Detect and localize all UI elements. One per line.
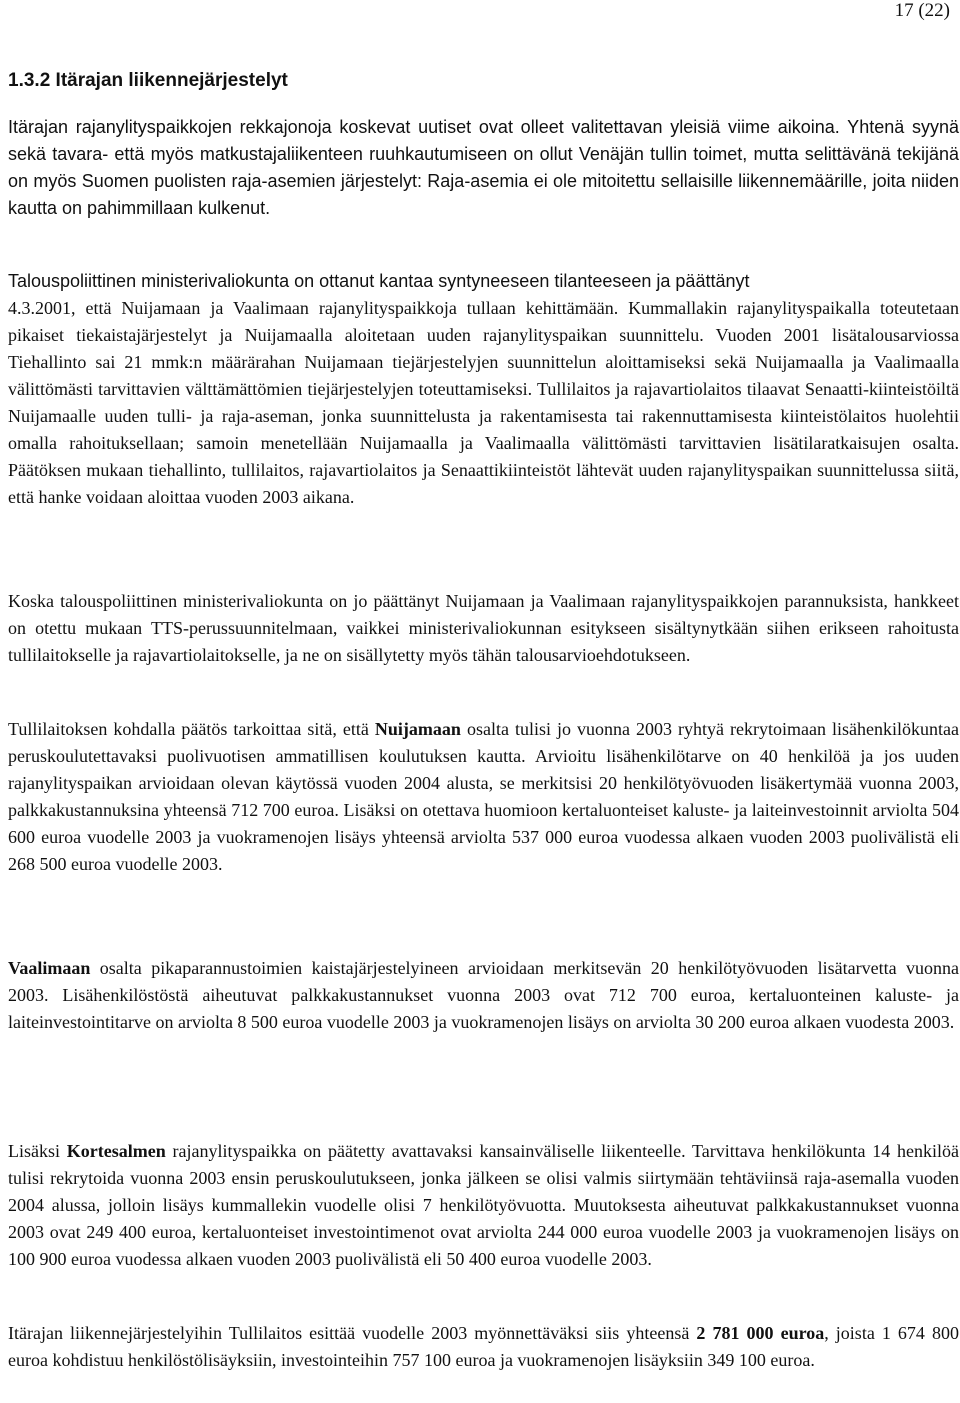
paragraph-6-emphasis: Kortesalmen [66, 1141, 166, 1161]
paragraph-7 [8, 1320, 959, 1374]
section-heading: 1.3.2 Itärajan liikennejärjestelyt [8, 70, 288, 91]
paragraph-2: 4.3.2001, että Nuijamaan ja Vaalimaan rajanylityspaikkoja tullaan kehittämään. Kummallakin rajanylityspaikalla toteutetaan pikaiset tiekaistajärjestelyt ja Nuijamaalla aloitetaan uuden rajanylityspaikan suunnittelu. Vuoden 2001 lisätalousarviossa Tiehallinto sai 21 mmk:n määrärahan Nuijamaan tiejärjestelyjen suunnittelun aloittamiseksi sekä Nuijamaalla ja Vaalimaalla välittömästi tarvittavien välttämättömien tiejärjestelyjen toteuttamiseksi. Tullilaitos ja rajavartiolaitos tilaavat Senaatti-kiinteistöiltä Nuijamaalle uuden tulli- ja raja-aseman, jonka suunnittelusta ja rakentamisesta tai rakennuttamisesta kiinteistölaitos huolehtii omalla rahoituksellaan; samoin menetellään Nuijamaalla ja Vaalimaalla välittömästi tarvittavien lisätilaratkaisujen osalta. Päätöksen mukaan tiehallinto, tullilaitos, rajavartiolaitos ja Senaattikiinteistöt lähtevät uuden rajanylityspaikan suunnittelussa siitä, että hanke voidaan aloittaa vuoden 2003 aikana. [8, 298, 959, 507]
paragraph-7-intro: Itärajan liikennejärjestelyihin Tullilaitos esittää vuodelle 2003 myönnettäväksi siis yhteensä [8, 1323, 697, 1343]
paragraph-5-emphasis: Vaalimaan [8, 958, 91, 978]
paragraph-1: Itärajan rajanylityspaikkojen rekkajonoja koskevat uutiset ovat olleet valitettavan yleisiä viime aikoina. Yhtenä syynä sekä tavara- että myös matkustajaliikenteen ruuhkautumiseen on ollut Venäjän tullin toimet, mutta selittävänä tekijänä on myös Suomen puolisten raja-asemien järjestelyt: Raja-asemia ei ole mitoitettu sellaisille liikennemäärille, joita niiden kautta on pahimmillaan kulkenut. [8, 117, 959, 218]
paragraph-5 [8, 955, 959, 1036]
paragraph-4 [8, 716, 959, 878]
paragraph-2-first-line: Talouspoliittinen ministerivaliokunta on ottanut kantaa syntyneeseen tilanteeseen ja päättänyt [8, 271, 750, 291]
page-number: 17 (22) [894, 0, 950, 21]
paragraph-3 [8, 588, 959, 669]
paragraph-3-text: Koska talouspoliittinen ministerivaliokunta on jo päättänyt Nuijamaan ja Vaalimaan rajanylityspaikkojen parannuksista, hankkeet on otettu mukaan TTS-perussuunnitelmaan, vaikkei ministerivaliokunnan esitykseen sisältynytkään siihen erikseen rahoitusta tullilaitokselle ja rajavartiolaitokselle, ja ne on sisällytetty myös tähän talousarvioehdotukseen. [8, 591, 959, 665]
paragraph-6 [8, 1138, 959, 1273]
paragraph-4-emphasis: Nuijamaan [374, 719, 461, 739]
paragraph-7-text: , joista 1 674 800 euroa kohdistuu henkilöstölisäyksiin, investointeihin 757 100 euroa ja vuokramenojen lisäyksiin 349 100 euroa. [8, 1323, 959, 1370]
paragraph-5-text: osalta pikaparannustoimien kaistajärjestelyineen arvioidaan merkitsevän 20 henkilötyövuoden lisätarvetta vuonna 2003. Lisähenkilöstöstä aiheutuvat palkkakustannukset vuonna 2003 ovat 712 700 euroa, kertaluonteinen kaluste- ja laiteinvestointitarve on arviolta 8 500 euroa vuodelle 2003 ja vuokramenojen lisäys on arviolta 30 200 euroa alkaen vuodesta 2003. [8, 958, 959, 1032]
paragraph-4-intro: Tullilaitoksen kohdalla päätös tarkoittaa sitä, että [8, 719, 375, 739]
paragraph-7-emphasis: 2 781 000 euroa [696, 1323, 825, 1343]
paragraph-4-text: osalta tulisi jo vuonna 2003 ryhtyä rekrytoimaan lisähenkilökuntaa peruskoulutettavaksi puolivuotisen ammatillisen koulutuksen kautta. Arvioitu lisähenkilötarve on 40 henkilöä ja jos uuden rajanylityspaikan arvioidaan olevan käytössä vuoden 2004 alusta, se merkitsisi 20 henkilötyövuoden lisäkertymää vuonna 2003, palkkakustannuksina yhteensä 712 700 euroa. Lisäksi on otettava huomioon kertaluonteiset kaluste- ja laiteinvestoinnit arviolta 504 600 euroa vuodelle 2003 ja vuokramenojen lisäys yhteensä arviolta 537 000 euroa vuodessa alkaen vuoden 2003 puolivälistä eli 268 500 euroa vuodelle 2003. [8, 719, 959, 874]
paragraph-6-text: rajanylityspaikka on päätetty avattavaksi kansainväliselle liikenteelle. Tarvittava henkilökunta 14 henkilöä tulisi rekrytoida vuonna 2003 ensin peruskoulutukseen, jonka jälkeen se olisi valmis siirtymään tehtäviinsä raja-asemalla vuoden 2004 alussa, jolloin lisäys kummallekin vuodelle olisi 7 henkilötyövuotta. Muutoksesta aiheutuvat palkkakustannukset vuonna 2003 ovat 249 400 euroa, kertaluonteiset investointimenot ovat arviolta 244 000 euroa vuodelle 2003 ja vuokramenojen lisäys on 100 900 euroa vuodessa alkaen vuoden 2003 puolivälistä eli 50 400 euroa vuodelle 2003. [8, 1141, 959, 1269]
paragraph-6-intro: Lisäksi [8, 1141, 67, 1161]
